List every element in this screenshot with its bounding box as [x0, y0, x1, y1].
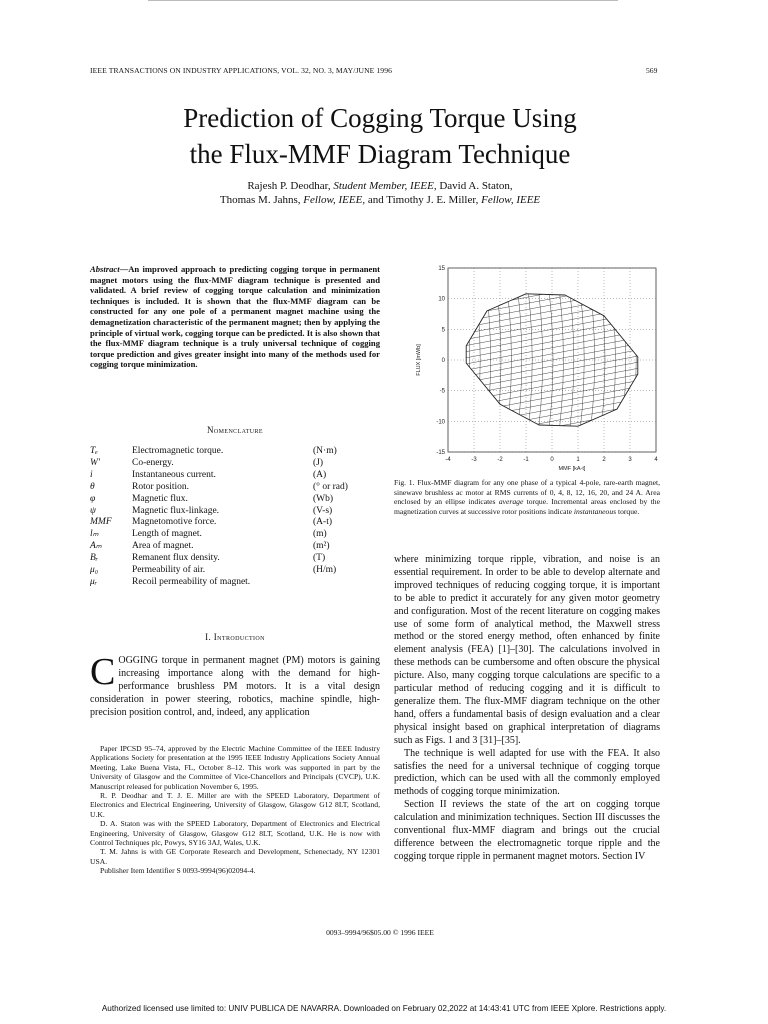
- caption-label: Fig. 1.: [394, 478, 415, 487]
- abstract-label: Abstract: [90, 264, 120, 274]
- caption-text: Flux-MMF diagram for any one phase of a typical 4-pole, rare-earth magnet, sinewave brushless ac motor at RMS currents of 0, 4, 8, 12, 16, 20, and 24 A. Area enclosed by an ellipse indicates: [394, 478, 660, 507]
- nomenclature-symbol: φ: [90, 493, 96, 504]
- nomenclature-heading: [90, 425, 380, 435]
- nomenclature-description: Magnetic flux.: [132, 493, 188, 504]
- abstract: [90, 264, 380, 370]
- nomenclature-row: [90, 553, 385, 565]
- author-conjunction: and: [367, 194, 384, 206]
- nomenclature-symbol: μ₀: [90, 565, 99, 576]
- paper-title: [90, 100, 670, 172]
- nomenclature-row: [90, 482, 385, 494]
- nomenclature-unit: (T): [313, 553, 326, 564]
- nomenclature-description: Length of magnet.: [132, 529, 202, 540]
- x-tick-label: -3: [471, 457, 477, 463]
- caption-emphasis: instantaneous: [573, 506, 617, 516]
- footnote: T. M. Jahns is with GE Corporate Research and Development, Schenectady, NY 12301 USA.: [90, 847, 380, 866]
- x-tick-label: -2: [497, 457, 503, 463]
- nomenclature-description: Instantaneous current.: [132, 469, 216, 480]
- footnotes: [90, 744, 380, 876]
- nomenclature-symbol: Tₑ: [90, 446, 98, 456]
- footnote: Paper IPCSD 95–74, approved by the Electric Machine Committee of the IEEE Industry Applications Society for presentation at the 1995 IEEE Industry Applications Society Annual Meeting, Lake Buena Vista, FL, October 8–12. This work was supported in part by the University of Glasgow and the Committee of Vice-Chancellors and Principals (CVCP), U.K. Manuscript released for publication November 6, 1995.: [90, 744, 380, 791]
- nomenclature-symbol: W′: [90, 457, 100, 468]
- nomenclature-unit: (H/m): [313, 565, 337, 576]
- nomenclature-unit: (N·m): [313, 446, 337, 456]
- magnetization-curve: [448, 396, 656, 435]
- rotor-position-curve: [588, 268, 595, 452]
- drop-cap: C: [90, 651, 116, 693]
- nomenclature-description: Recoil permeability of magnet.: [132, 576, 251, 587]
- abstract-text: —An improved approach to predicting cogging torque in permanent magnet motors using the flux-MMF diagram technique is presented and validated. A brief review of cogging torque calculation and minimization techniques is included. It is shown that the flux-MMF diagram can be constructed for any one pole of a permanent magnet machine using the demagnetization characteristic of the permanent magnet; then by applying the principle of virtual work, cogging torque can be predicted. It is also shown that the flux-MMF diagram technique is a truly universal technique of cogging torque prediction and gives greater insight into many of the methods used for cogging torque minimization.: [90, 264, 380, 370]
- y-tick-label: 15: [438, 266, 445, 272]
- copyright-line: 0093–9994/96$05.00 © 1996 IEEE: [326, 928, 434, 937]
- license-banner: Authorized licensed use limited to: UNIV PUBLICA DE NAVARRA. Downloaded on February 02,2022 at 14:43:41 UTC from IEEE Xplore. Restrictions apply.: [101, 1004, 667, 1013]
- author-name: Rajesh P. Deodhar,: [247, 180, 331, 192]
- nomenclature-symbol: Bᵣ: [90, 553, 99, 564]
- nomenclature-description: Permeability of air.: [132, 565, 206, 576]
- rotor-position-curve: [608, 268, 615, 452]
- nomenclature-description: Electromagnetic torque.: [132, 446, 224, 456]
- footnote: Publisher Item Identifier S 0093-9994(96)02094-4.: [100, 866, 256, 876]
- author-line-2: [90, 193, 670, 207]
- magnetization-curve: [448, 279, 656, 318]
- title-line-2: the Flux-MMF Diagram Technique: [189, 139, 571, 169]
- right-column-text: [394, 554, 660, 864]
- nomenclature-unit: [313, 577, 385, 589]
- author-name: Timothy J. E. Miller,: [386, 194, 479, 206]
- magnetization-curve: [448, 402, 656, 441]
- nomenclature-symbol: MMF: [90, 517, 112, 528]
- x-tick-label: -1: [523, 457, 529, 463]
- x-tick-label: 3: [628, 457, 632, 463]
- y-tick-label: 10: [438, 296, 445, 303]
- x-tick-label: 4: [654, 457, 658, 463]
- nomenclature-row: [90, 446, 385, 458]
- y-tick-label: -10: [436, 419, 445, 426]
- nomenclature-symbol: i: [90, 469, 93, 480]
- nomenclature-symbol: θ: [90, 481, 95, 492]
- magnetization-curve: [448, 297, 656, 336]
- nomenclature-symbol: Aₘ: [90, 541, 102, 552]
- nomenclature-unit: (° or rad): [313, 481, 348, 492]
- title-line-1: Prediction of Cogging Torque Using: [183, 103, 577, 133]
- nomenclature-unit: (A-t): [313, 517, 332, 528]
- nomenclature-heading-text: Nomenclature: [207, 425, 263, 435]
- magnetization-curve: [448, 285, 656, 324]
- y-tick-label: -5: [439, 388, 445, 395]
- x-tick-label: 1: [576, 457, 580, 463]
- x-tick-label: 0: [550, 457, 554, 463]
- y-tick-label: -15: [436, 450, 445, 456]
- nomenclature-description: Remanent flux density.: [132, 553, 220, 564]
- caption-text: torque. Incremental areas enclosed by the magnetization curves at successive rotor positions indicate: [394, 497, 660, 516]
- body-paragraph: where minimizing torque ripple, vibration, and noise is an essential requirement. In order to be able to develop alternate and improved techniques of reducing cogging torque, it is important to be able to predict it accurately for any given motor geometry and configuration. Most of the recent literature on cogging makes use of some form of analytical method, the Maxwell stress method or the stored energy method, often enhanced by finite element analysis (FEA) [1]–[30]. The calculations involved in these methods can be cumbersome and often obscure the physical picture. Also, many cogging torque calculations are specific to a particular method of reducing cogging and it is difficult to generalize them. The flux-MMF diagram technique on the other hand, offers a fundamental basis of design evaluation and a clear physical insight based on graphical interpretation of diagrams such as Figs. 1 and 3 [31]–[35].: [394, 554, 660, 746]
- nomenclature-table: [90, 446, 385, 589]
- page-number: 569: [646, 66, 658, 75]
- running-header: IEEE TRANSACTIONS ON INDUSTRY APPLICATIONS, VOL. 32, NO. 3, MAY/JUNE 1996: [90, 66, 392, 75]
- introduction-text: [90, 651, 380, 720]
- nomenclature-unit: (Wb): [313, 493, 334, 504]
- nomenclature-description: Area of magnet.: [132, 541, 194, 552]
- top-rule: [148, 0, 618, 1]
- author-name: David A. Staton,: [439, 180, 513, 192]
- nomenclature-unit: (V-s): [313, 505, 333, 516]
- nomenclature-row: [90, 517, 385, 529]
- body-paragraph: The technique is well adapted for use with the FEA. It also satisfies the need for a universal technique of cogging torque prediction, which can be used with all the commonly employed methods of cogging torque minimization.: [394, 747, 660, 798]
- nomenclature-symbol: μᵣ: [90, 576, 98, 587]
- nomenclature-description: Magnetic flux-linkage.: [132, 505, 220, 516]
- nomenclature-symbol: ψ: [90, 505, 96, 516]
- caption-emphasis: average: [498, 497, 524, 507]
- author-line-1: [90, 179, 670, 193]
- footnote: D. A. Staton was with the SPEED Laboratory, Department of Electronics and Electrical Engineering, University of Glasgow, Glasgow G12 8LT, Scotland, U.K. He is now with Control Techniques plc, Powys, SY16 3AJ, Wales, U.K.: [90, 819, 380, 848]
- figure-caption: [394, 478, 660, 516]
- section-heading-text: I. Introduction: [205, 632, 265, 642]
- author-name: Thomas M. Jahns,: [219, 194, 301, 206]
- nomenclature-row: [90, 529, 385, 541]
- author-membership: Student Member, IEEE,: [333, 180, 437, 192]
- nomenclature-row: [90, 494, 385, 506]
- y-axis-label: FLUX [mWb]: [416, 344, 422, 376]
- nomenclature-unit: (A): [313, 469, 327, 480]
- nomenclature-row: [90, 470, 385, 482]
- author-membership: Fellow, IEEE,: [303, 194, 366, 206]
- x-tick-label: 2: [602, 457, 606, 463]
- y-tick-label: 0: [441, 358, 445, 364]
- caption-text: torque.: [618, 506, 640, 516]
- nomenclature-row: [90, 565, 385, 577]
- nomenclature-symbol: lₘ: [90, 529, 99, 540]
- nomenclature-row: [90, 541, 385, 553]
- author-membership: Fellow, IEEE: [481, 194, 541, 206]
- nomenclature-description: Magnetomotive force.: [132, 517, 217, 528]
- intro-paragraph: OGGING torque in permanent magnet (PM) motors is gaining increasing importance along with the demand for high-performance brushless PM motors. It is a vital design consideration in power steering, robotics, machine spindle, high-precision position control, and, indeed, any application: [90, 655, 380, 718]
- x-axis-label: MMF [kA-t]: [558, 466, 586, 472]
- nomenclature-description: Co-energy.: [132, 457, 174, 468]
- nomenclature-description: Rotor position.: [132, 481, 190, 492]
- nomenclature-unit: (J): [313, 457, 324, 468]
- nomenclature-row: [90, 506, 385, 518]
- footnote: R. P. Deodhar and T. J. E. Miller are with the SPEED Laboratory, Department of Electronics and Electrical Engineering, University of Glasgow, Glasgow G12 8LT, Scotland, U.K.: [90, 791, 380, 819]
- x-tick-label: -4: [445, 457, 451, 463]
- body-paragraph: Section II reviews the state of the art on cogging torque calculation and minimization techniques. Section III discusses the conventional flux-MMF diagram and brings out the crucial difference between the electromagnetic torque ripple and the cogging torque ripple in permanent magnet motors. Section IV: [394, 799, 660, 862]
- flux-mmf-chart: [410, 262, 660, 474]
- nomenclature-unit: (m²): [313, 541, 330, 552]
- y-tick-label: 5: [441, 327, 445, 334]
- nomenclature-unit: (m): [313, 529, 327, 540]
- nomenclature-row: [90, 458, 385, 470]
- nomenclature-row: [90, 577, 385, 589]
- author-list: [90, 179, 670, 207]
- section-heading-introduction: [90, 632, 380, 642]
- magnetization-curve: [448, 383, 656, 422]
